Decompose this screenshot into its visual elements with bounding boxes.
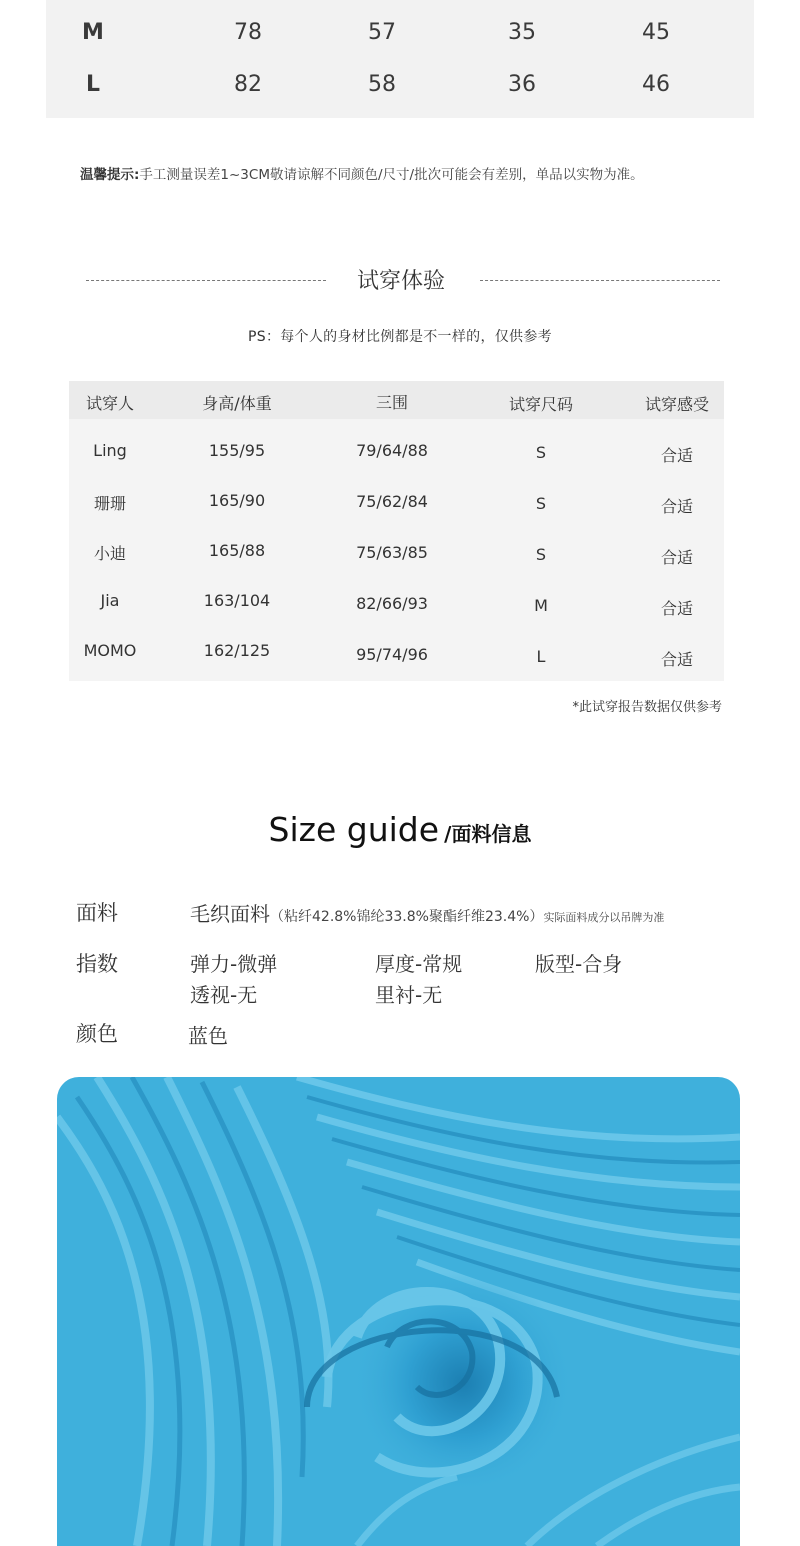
size-guide-title-cn: /面料信息 <box>444 822 532 846</box>
tester-name: 小迪 <box>93 544 126 563</box>
size-cell: 58 <box>368 72 396 97</box>
color-label: 颜色 <box>76 1022 118 1046</box>
measurements: 79/64/88 <box>356 441 428 460</box>
size-cell: 36 <box>508 72 536 97</box>
ps-note: PS：每个人的身材比例都是不一样的，仅供参考 <box>248 329 552 345</box>
fabric-label: 面料 <box>76 901 118 925</box>
size: S <box>535 545 547 564</box>
size-guide-title-en: Size guide <box>268 810 440 849</box>
transparency-value: 透视-无 <box>190 983 258 1007</box>
measurement-tip <box>80 163 644 183</box>
tip-text: 手工测量误差1~3CM敬请谅解不同颜色/尺寸/批次可能会有差别，单品以实物为准。 <box>139 167 644 183</box>
fabric-value-line <box>190 898 664 927</box>
size-row-l <box>46 72 754 102</box>
header-size: 试穿尺码 <box>508 395 573 414</box>
lining-value: 里衬-无 <box>375 983 443 1007</box>
size-cell: 82 <box>234 72 262 97</box>
measurements: 95/74/96 <box>356 645 428 664</box>
size: S <box>535 494 547 513</box>
report-disclaimer: *此试穿报告数据仅供参考 <box>572 700 722 715</box>
tester-name: Jia <box>100 591 120 610</box>
fabric-close-up-image <box>57 1077 740 1546</box>
header-feeling: 试穿感受 <box>644 395 709 414</box>
fabric-value: 毛织面料 <box>190 902 270 926</box>
feeling: 合适 <box>660 446 693 465</box>
height-weight: 162/125 <box>203 641 271 660</box>
section-title: 试穿体验 <box>356 269 445 294</box>
size-cell: 45 <box>642 20 670 45</box>
tip-label: 温馨提示: <box>80 167 140 183</box>
size-cell: 57 <box>368 20 396 45</box>
feeling: 合适 <box>660 548 693 567</box>
fabric-composition: （粘纤42.8%锦纶33.8%聚酯纤维23.4%） <box>270 909 544 925</box>
header-tester: 试穿人 <box>85 394 134 413</box>
feeling: 合适 <box>660 497 693 516</box>
height-weight: 163/104 <box>203 591 271 610</box>
measurements: 82/66/93 <box>356 594 428 613</box>
size-table <box>46 0 754 118</box>
dashed-divider-left <box>86 280 326 281</box>
tester-name: MOMO <box>83 641 137 660</box>
height-weight: 165/88 <box>208 541 266 560</box>
header-height-weight: 身高/体重 <box>202 394 272 413</box>
index-label: 指数 <box>76 952 118 976</box>
header-measurements: 三围 <box>375 393 408 412</box>
fabric-note: 实际面料成分以吊牌为准 <box>543 911 665 924</box>
size-cell: M <box>82 20 104 45</box>
dashed-divider-right <box>480 280 720 281</box>
size-cell: L <box>85 72 101 97</box>
size: L <box>536 647 546 666</box>
fit-value: 版型-合身 <box>535 952 623 976</box>
measurements: 75/62/84 <box>356 492 428 511</box>
size-cell: 35 <box>508 20 536 45</box>
trial-table <box>69 381 724 681</box>
tester-name: Ling <box>93 441 127 460</box>
elasticity-value: 弹力-微弹 <box>190 952 278 976</box>
trial-section-header <box>0 264 800 298</box>
size-cell: 46 <box>642 72 670 97</box>
color-value: 蓝色 <box>188 1024 228 1048</box>
size-row-m <box>46 20 754 50</box>
feeling: 合适 <box>660 650 693 669</box>
tester-name: 珊珊 <box>93 494 126 513</box>
measurements: 75/63/85 <box>356 543 428 562</box>
feeling: 合适 <box>660 599 693 618</box>
size-guide-title <box>0 810 800 849</box>
height-weight: 165/90 <box>208 491 266 510</box>
trial-table-header <box>69 381 724 419</box>
height-weight: 155/95 <box>208 441 266 460</box>
size: M <box>534 596 548 615</box>
size-cell: 78 <box>234 20 262 45</box>
size: S <box>535 443 547 462</box>
thickness-value: 厚度-常规 <box>375 952 463 976</box>
